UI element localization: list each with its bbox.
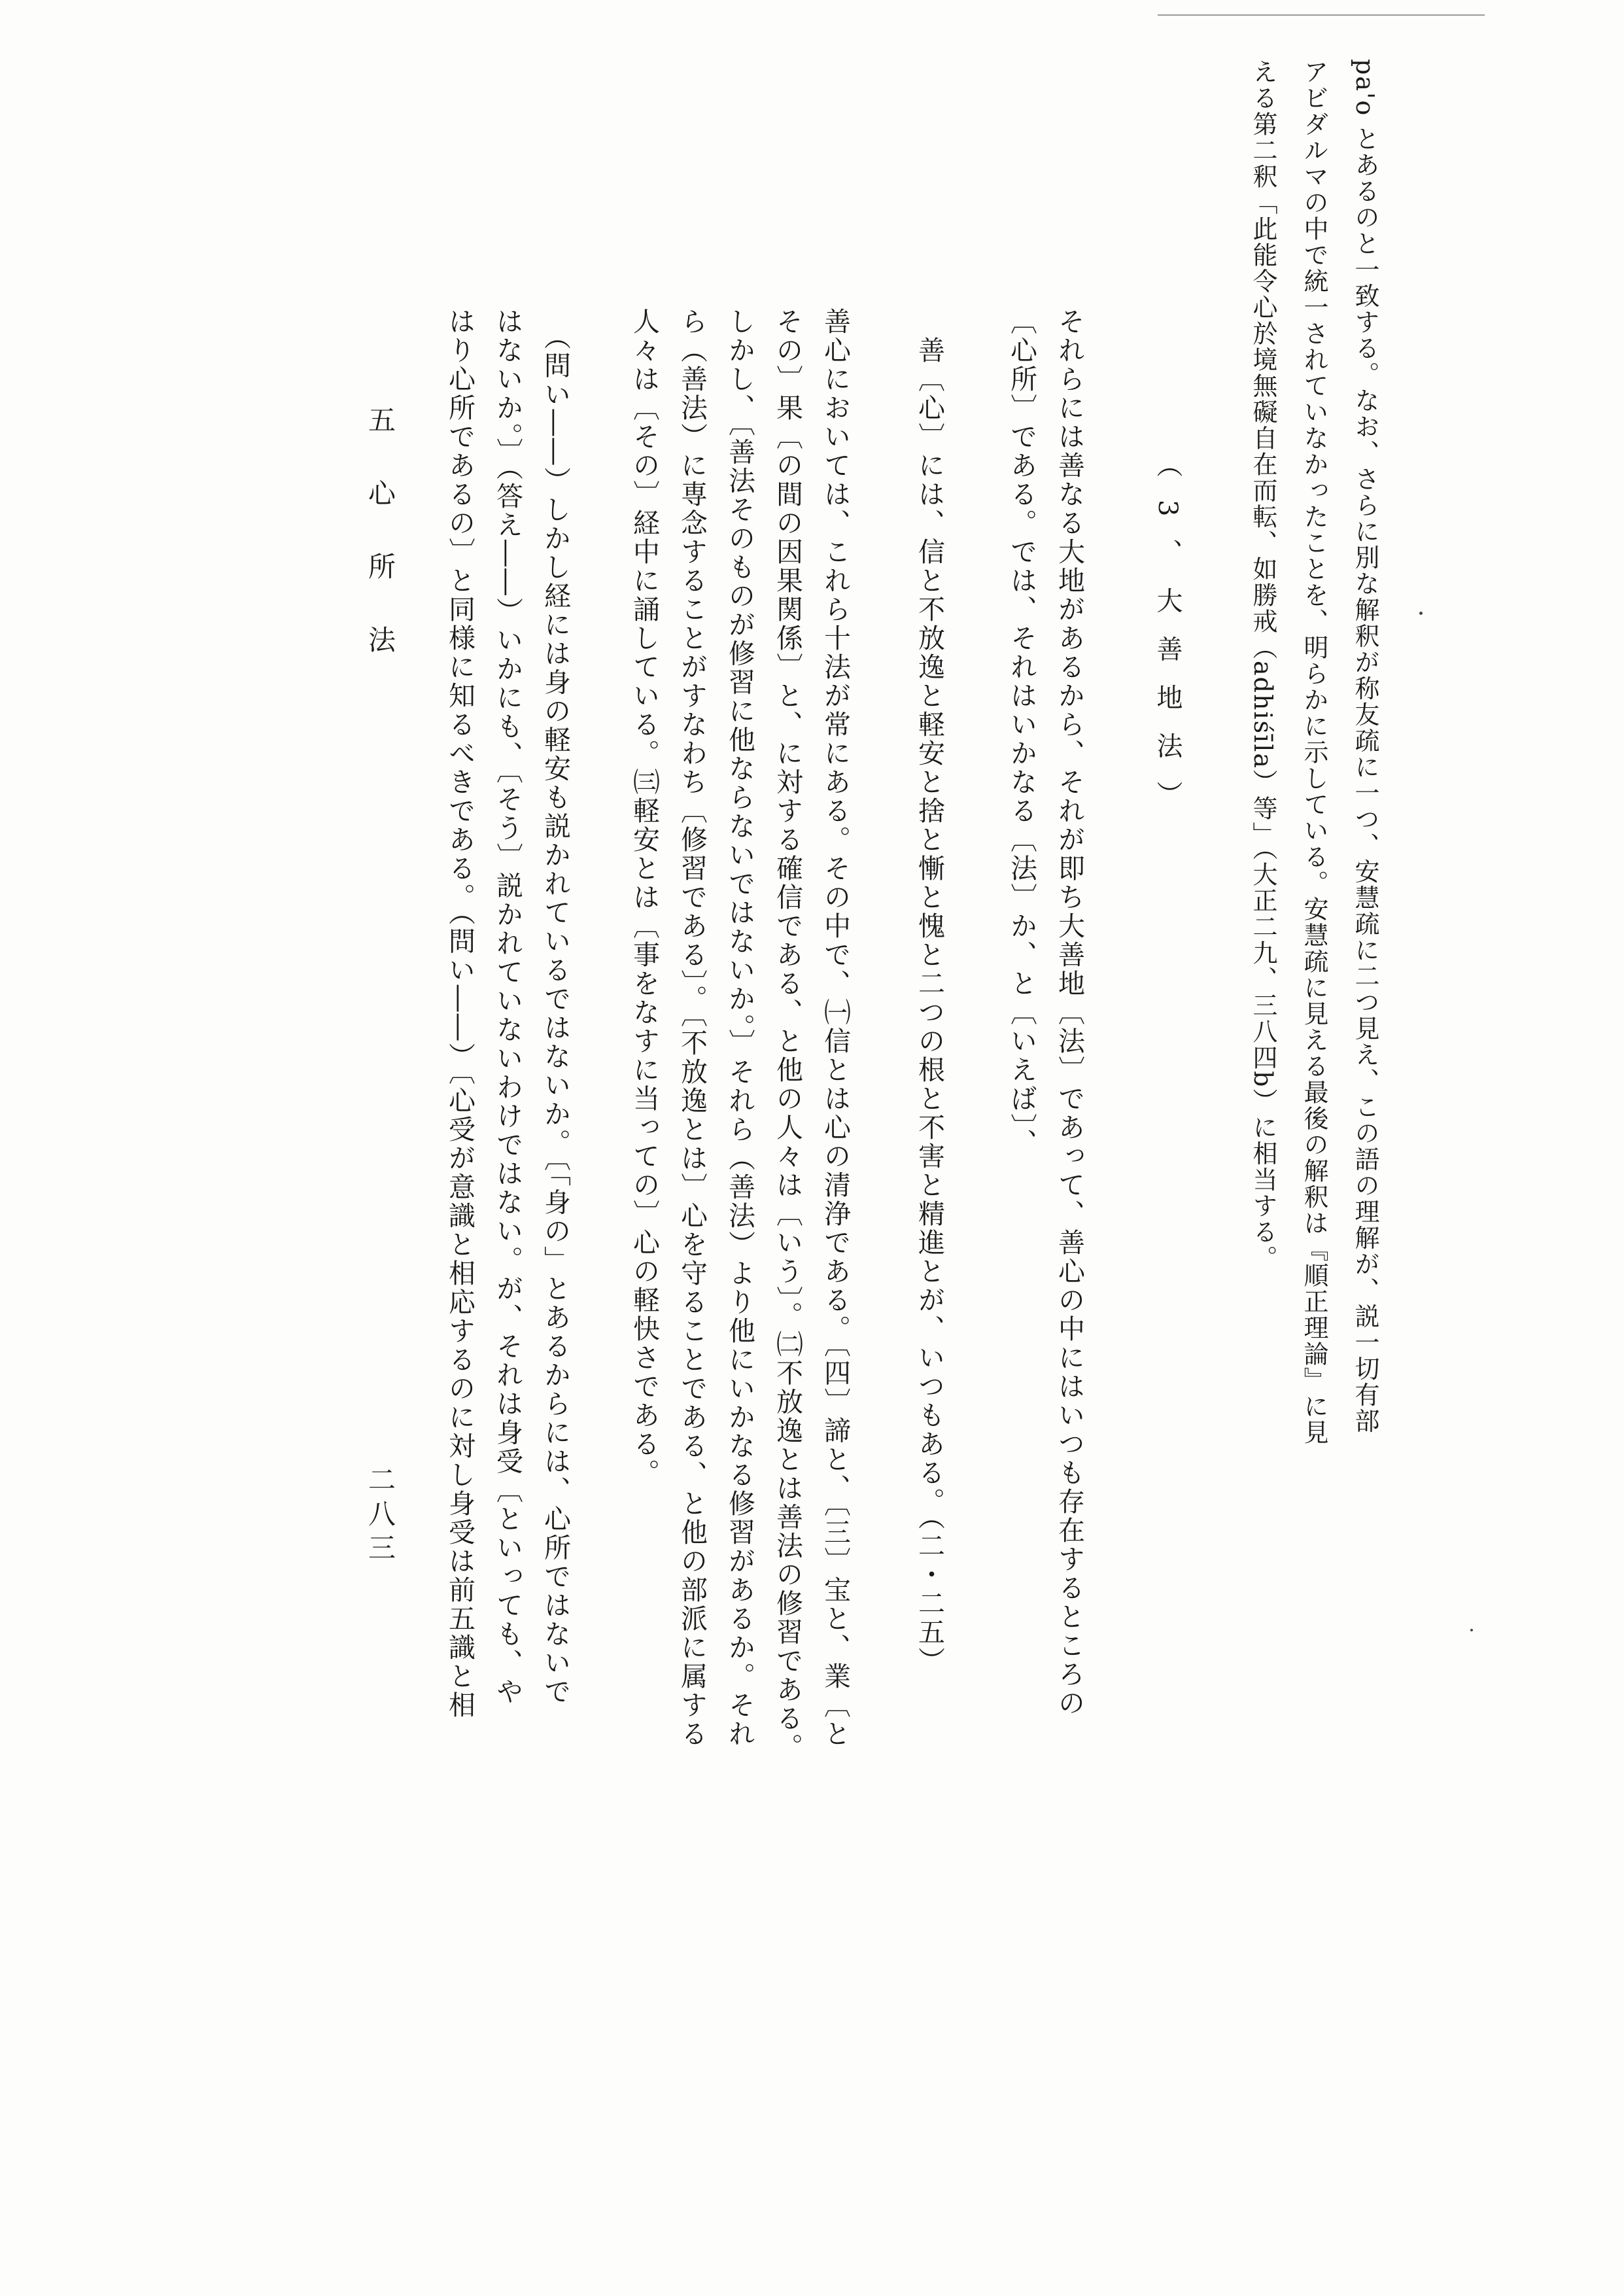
page-number: 二八三	[364, 1465, 396, 1567]
body-line: 〔心所〕である。では、それはいかなる〔法〕か、と〔いえば〕、	[1006, 307, 1037, 1158]
running-footer-title: 五心所法	[364, 406, 396, 699]
body-line: 善心においては、これら十法が常にある。その中で、㈠信とは心の清浄である。〔四〕諦と、〔三〕宝と、業〔と	[820, 307, 851, 1748]
verse-line: 善〔心〕には、信と不放逸と軽安と捨と慚と愧と二つの根と不害と精進とが、いつもある。（二・二五）	[914, 307, 945, 1676]
body-line: 人々は〔その〕経中に誦している。㈢軽安とは〔事をなすに当っての〕心の軽快さである。	[629, 307, 660, 1487]
section-heading: （3、大善地法）	[1152, 451, 1183, 829]
body-line: はり心所であるの〕と同様に知るべきである。（問い――）〔心受が意識と相応するのに対し身受は前五識と相	[444, 307, 475, 1720]
body-line: はないか。〕（答え――）いかにも、〔そう〕説かれていないわけではない。が、それは身受〔といっても、や	[492, 307, 523, 1707]
note-line: アビダルマの中で統一されていなかったことを、明らかに示している。安慧疏に見える最後の解釈は『順正理論』に見	[1300, 59, 1328, 1446]
scan-speck	[1470, 1629, 1473, 1631]
scan-edge-line	[1158, 14, 1485, 16]
note-line: える第二釈「此能令心於境無礙自在而転、如勝戒（adhiśīla）等」（大正二九、三八四b）に相当する。	[1249, 59, 1277, 1272]
body-line: ら（善法）に専念することがすなわち〔修習である〕。〔不放逸とは〕心を守ることである、と他の部派に属する	[676, 307, 708, 1748]
body-line: その〕果〔の間の因果関係〕と、に対する確信である、と他の人々は〔いう〕。㈡不放逸とは善法の修習である。	[772, 307, 803, 1762]
body-line: しかし、〔善法そのものが修習に他ならないではないか。〕それら（善法）より他にいかなる修習があるか。それ	[724, 307, 755, 1748]
body-line: （問い――）しかし経には身の軽安も説かれているではないか。〔「身の」とあるからには、心所ではないで	[540, 307, 571, 1707]
body-line: それらには善なる大地があるから、それが即ち大善地〔法〕であって、善心の中にはいつも存在するところの	[1054, 307, 1085, 1718]
note-line: pa'o とあるのと一致する。なお、さらに別な解釈が称友疏に一つ、安慧疏に二つ見え、この語の理解が、説一切有部	[1351, 59, 1379, 1435]
scan-speck	[1419, 612, 1423, 615]
